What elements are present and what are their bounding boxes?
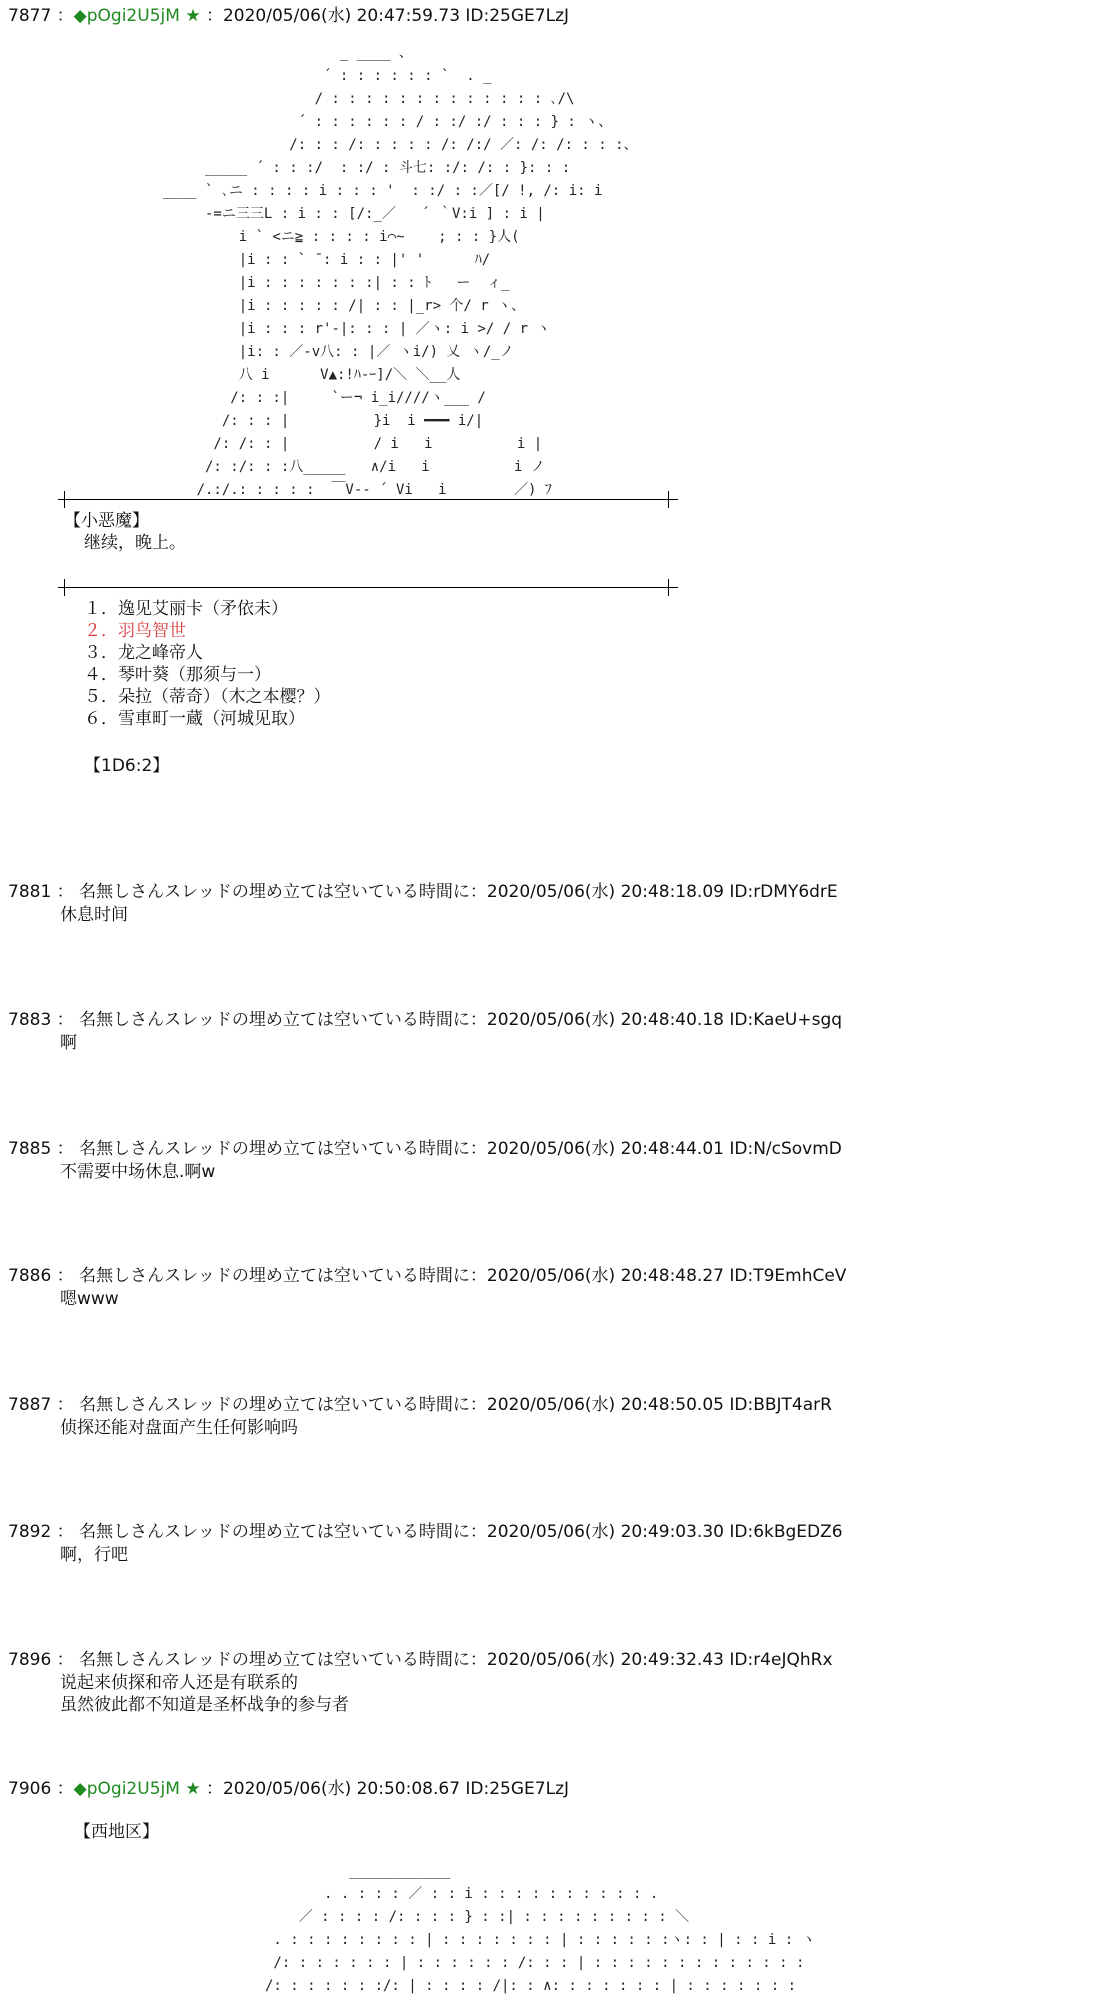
- post-body-line: 侦探还能对盘面产生任何影响吗: [60, 1418, 298, 1438]
- post-body-line: 不需要中场休息.啊w: [60, 1162, 216, 1182]
- post-7877: [8, 4, 1088, 28]
- post-body: [60, 1032, 1088, 1054]
- post-body-line: 说起来侦探和帝人还是有联系的: [60, 1673, 298, 1693]
- post-header: [8, 1137, 1088, 1161]
- post-meta: ：2020/05/06(水) 20:48:18.09 ID:rDMY6drE: [469, 882, 838, 902]
- post-meta: ：2020/05/06(水) 20:49:03.30 ID:6kBgEDZ6: [469, 1522, 843, 1542]
- post-body: [60, 1672, 1088, 1716]
- post-separator: ：: [56, 1779, 74, 1799]
- divider-cap-right: [668, 579, 669, 596]
- post-body-line: 虽然彼此都不知道是圣杯战争的参与者: [60, 1695, 349, 1715]
- location-label: 【西地区】: [74, 1822, 159, 1842]
- post-header: [8, 1648, 1088, 1672]
- star-icon: ★: [185, 1779, 201, 1799]
- choice-item: ３．龙之峰帝人: [84, 643, 203, 663]
- post-header: [8, 4, 1088, 28]
- choice-item-selected: ２．羽鸟智世: [84, 621, 186, 641]
- post-7881: [8, 880, 1088, 926]
- post-meta: ：2020/05/06(水) 20:50:08.67 ID:25GE7LzJ: [205, 1779, 570, 1799]
- post-body: [60, 1544, 1088, 1566]
- post-meta: ：2020/05/06(水) 20:48:50.05 ID:BBJT4arR: [469, 1395, 832, 1415]
- post-7896: [8, 1648, 1088, 1716]
- post-header: [8, 880, 1088, 904]
- dice-result: 【1D6:2】: [84, 756, 170, 776]
- post-meta: ：2020/05/06(水) 20:47:59.73 ID:25GE7LzJ: [205, 6, 570, 26]
- poster-name: 名無しさんスレッドの埋め立ては空いている時間に: [79, 1010, 470, 1030]
- poster-name: 名無しさんスレッドの埋め立ては空いている時間に: [79, 1522, 470, 1542]
- post-meta: ：2020/05/06(水) 20:48:44.01 ID:N/cSovmD: [469, 1139, 842, 1159]
- post-number: 7883: [8, 1010, 52, 1030]
- post-header: [8, 1777, 1088, 1801]
- post-body: [60, 1417, 1088, 1439]
- post-number: 7885: [8, 1139, 52, 1159]
- post-7885: [8, 1137, 1088, 1183]
- post-separator: ：: [56, 1266, 74, 1286]
- post-7886: [8, 1264, 1088, 1310]
- ascii-art-character: _ ____ 、 ´ : : : : : : ` . _ / : : : : : : : : : : : : : ､/\ ´ : : : : : : / : :/ :/ : : : } : ヽ、 /: : : /: : : : : /: /:/ ／: /: /: : : :、 _____ ´ : : :/ : :/ : 斗七: :/: /: : }: : : ____ ` ､ニ : : : : i : : : ' : :/ : :／[/ !, /: i: i -=ニ三三L : i : : [/:_／ ´ ｀V:i ] : i | i ` <ニ≧ : : : : i⌒~ ; : : }人( |i : : ` ̄ : i : : |' ' ﾊ/ |i : : : : : : :| : : ﾄ ー ィ_ |i : : : : : /| : : |_r> 个/ r ヽ、 |i : : : r'-|: : : | ／ヽ: i >/ / r ヽ |i: : ／-v八: : |／ ヽi/) 乂 ヽ/_ノ 八 i V▲:!ﾊ-ｰ]/＼ ＼__人 /: : :| `ー¬ i_i////ヽ___ / /: : : | }i i ━━━ i/| /: /: : | / i i i | /: :/: : :八_____ ∧/i i i ノ /.:/.: : : : : ￣V-- ´ Vi i ／) ﾌ: [162, 45, 638, 498]
- choice-item: ６．雪車町一蔵（河城见取）: [84, 709, 305, 729]
- post-number: 7906: [8, 1779, 52, 1799]
- post-separator: ：: [56, 6, 74, 26]
- post-separator: ：: [56, 1650, 74, 1670]
- tripcode[interactable]: ◆pOgi2U5jM: [73, 1779, 180, 1799]
- poster-name: 名無しさんスレッドの埋め立ては空いている時間に: [79, 1395, 470, 1415]
- post-number: 7886: [8, 1266, 52, 1286]
- post-body-line: 啊，行吧: [60, 1545, 128, 1565]
- choice-item: ５．朵拉（蒂奇）（木之本樱？）: [84, 687, 331, 707]
- choice-list: [84, 598, 331, 730]
- post-body: [60, 1161, 1088, 1183]
- poster-name: 名無しさんスレッドの埋め立ては空いている時間に: [79, 882, 470, 902]
- post-7892: [8, 1520, 1088, 1566]
- post-7887: [8, 1393, 1088, 1439]
- post-body-line: 啊: [60, 1033, 77, 1053]
- post-body: [60, 904, 1088, 926]
- post-number: 7896: [8, 1650, 52, 1670]
- ascii-art-scene: ____________ . . : : : ／ : : i : : : : : : : : : : . ／ : : : : /: : : : } : :| : : : : : : : : : ＼ . : : : : : : : : | : : : : : : : | : : : : : :ヽ: : | : : i : ヽ /: : : : : : : | : : : : : : /: : : | : : : : : : : : : : : : : /: : : : : : :/: | : : : : /|: : ∧: : : : : : : | : : : : : : :: [265, 1863, 816, 1994]
- post-body: [60, 1288, 1088, 1310]
- post-header: [8, 1008, 1088, 1032]
- post-body-line: 休息时间: [60, 905, 128, 925]
- post-header: [8, 1393, 1088, 1417]
- dialogue-line: 继续，晚上。: [84, 533, 186, 553]
- post-7883: [8, 1008, 1088, 1054]
- divider-cap-left: [64, 579, 65, 596]
- post-body-line: 嗯www: [60, 1289, 119, 1309]
- post-separator: ：: [56, 1395, 74, 1415]
- post-number: 7892: [8, 1522, 52, 1542]
- divider-cap-right: [668, 491, 669, 508]
- post-header: [8, 1264, 1088, 1288]
- post-meta: ：2020/05/06(水) 20:48:40.18 ID:KaeU+sgq: [469, 1010, 843, 1030]
- post-separator: ：: [56, 1139, 74, 1159]
- post-number: 7881: [8, 882, 52, 902]
- post-number: 7887: [8, 1395, 52, 1415]
- poster-name: 名無しさんスレッドの埋め立ては空いている時間に: [79, 1266, 470, 1286]
- post-7906: [8, 1777, 1088, 1801]
- post-separator: ：: [56, 882, 74, 902]
- star-icon: ★: [185, 6, 201, 26]
- divider-bottom: [58, 587, 678, 588]
- post-meta: ：2020/05/06(水) 20:49:32.43 ID:r4eJQhRx: [469, 1650, 833, 1670]
- post-number: 7877: [8, 6, 52, 26]
- choice-item: ４．琴叶葵（那须与一）: [84, 665, 271, 685]
- poster-name: 名無しさんスレッドの埋め立ては空いている時間に: [79, 1650, 470, 1670]
- poster-name: 名無しさんスレッドの埋め立ては空いている時間に: [79, 1139, 470, 1159]
- post-separator: ：: [56, 1010, 74, 1030]
- post-header: [8, 1520, 1088, 1544]
- post-separator: ：: [56, 1522, 74, 1542]
- choice-item: １．逸见艾丽卡（矛依未）: [84, 599, 288, 619]
- post-meta: ：2020/05/06(水) 20:48:48.27 ID:T9EmhCeV: [469, 1266, 847, 1286]
- speaker-label: 【小恶魔】: [64, 511, 149, 531]
- divider-cap-left: [64, 491, 65, 508]
- divider-top: [58, 499, 678, 500]
- tripcode[interactable]: ◆pOgi2U5jM: [73, 6, 180, 26]
